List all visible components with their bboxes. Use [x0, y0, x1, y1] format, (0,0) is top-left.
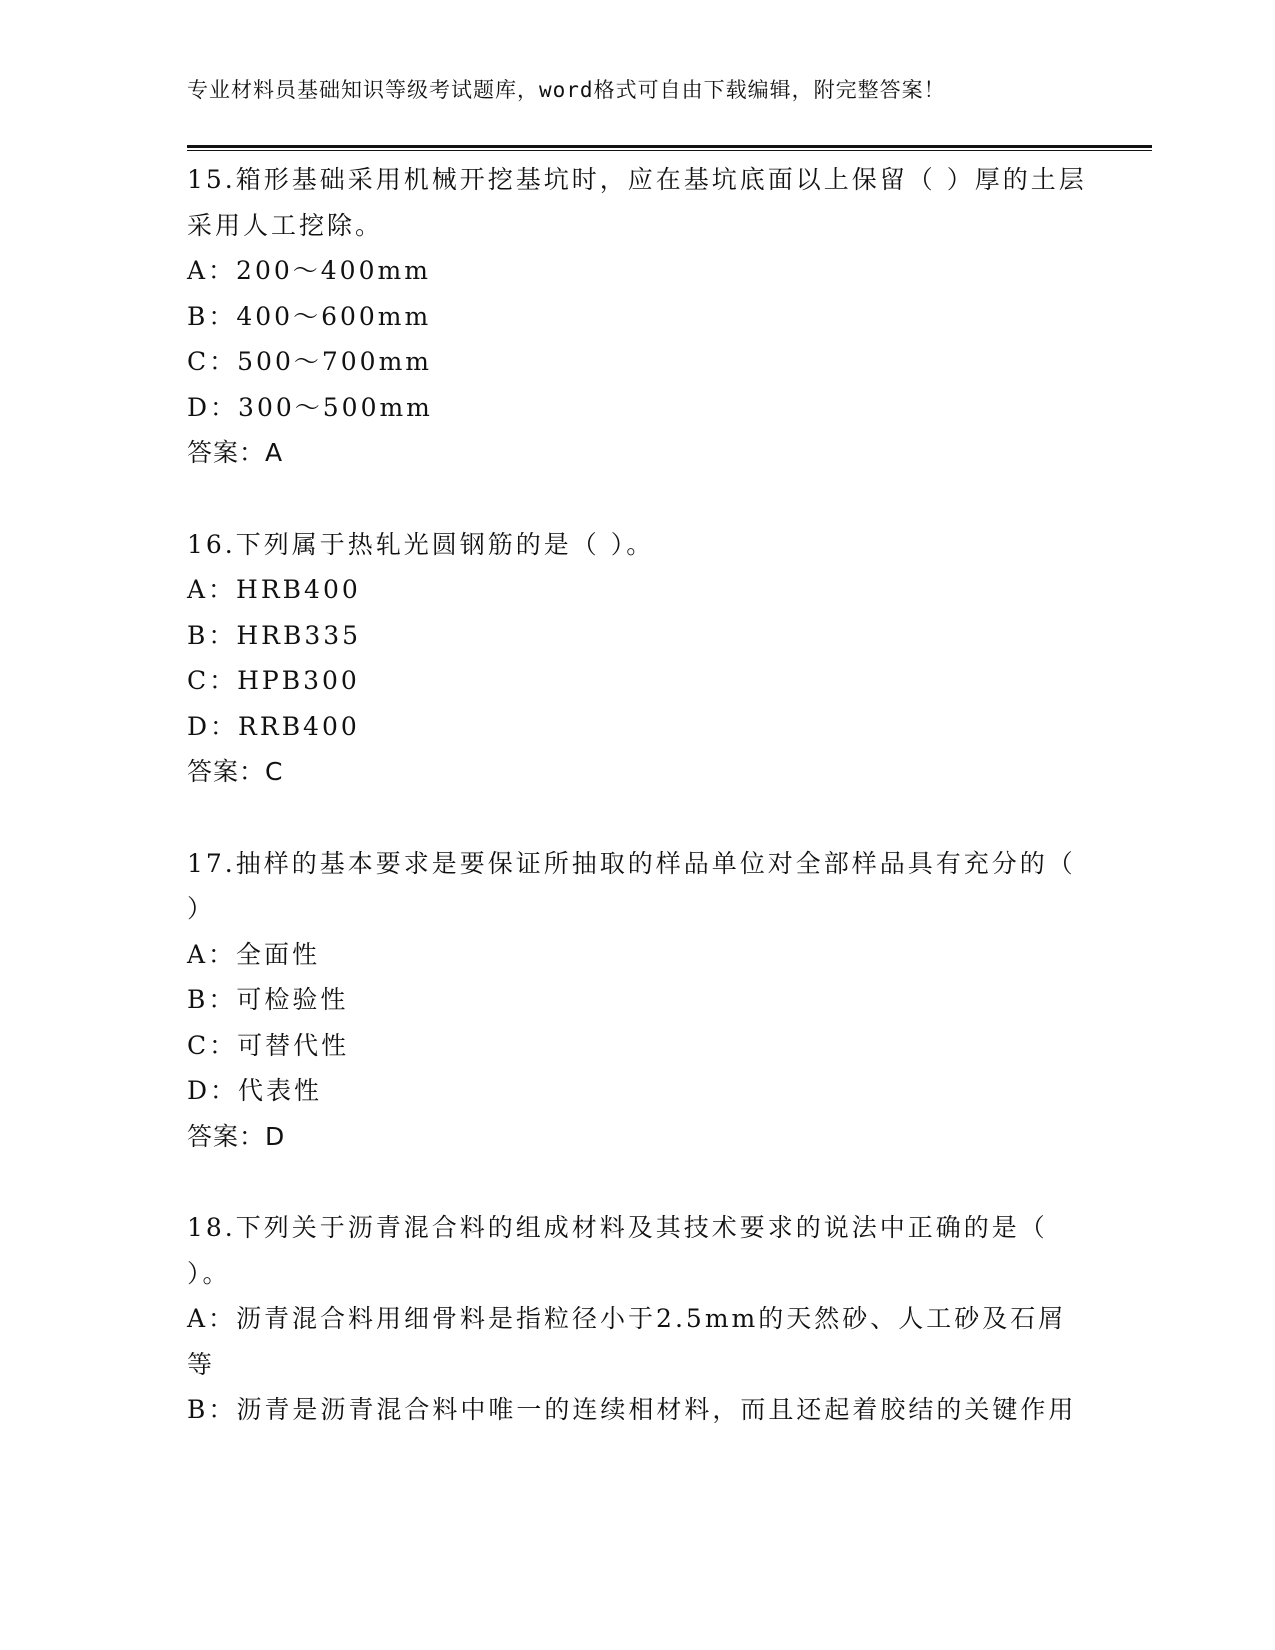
answer: 答案：D: [187, 1121, 286, 1151]
question-18: [187, 1205, 1087, 1433]
option-b: B：400～600mm: [187, 301, 432, 331]
question-15: [187, 157, 1087, 476]
page-header: 专业材料员基础知识等级考试题库，word格式可自由下载编辑，附完整答案！: [187, 78, 946, 102]
question-16: [187, 522, 1087, 795]
option-a: A：全面性: [187, 939, 321, 969]
question-stem: 15.箱形基础采用机械开挖基坑时，应在基坑底面以上保留（ ）厚的土层采用人工挖除。: [187, 165, 1087, 240]
answer: 答案：A: [187, 438, 284, 467]
answer: 答案：C: [187, 757, 284, 786]
option-a: A：沥青混合料用细骨料是指粒径小于2.5mm的天然砂、人工砂及石屑等: [187, 1304, 1067, 1379]
option-c: C：HPB300: [187, 666, 360, 695]
question-17: [187, 841, 1087, 1160]
question-list: [187, 157, 1087, 1479]
header-divider-thick: [187, 145, 1152, 148]
option-d: D：RRB400: [187, 711, 360, 741]
option-c: C：可替代性: [187, 1030, 350, 1060]
option-c: C：500～700mm: [187, 347, 432, 376]
option-d: D：代表性: [187, 1076, 323, 1105]
option-b: B：沥青是沥青混合料中唯一的连续相材料，而且还起着胶结的关键作用: [187, 1395, 1077, 1424]
option-b: B：可检验性: [187, 985, 349, 1014]
option-a: A：HRB400: [187, 575, 361, 604]
option-a: A：200～400mm: [187, 256, 431, 285]
option-d: D：300～500mm: [187, 392, 433, 422]
option-b: B：HRB335: [187, 620, 362, 650]
question-stem: 16.下列属于热轧光圆钢筋的是（ ）。: [187, 529, 655, 559]
header-divider-thin: [187, 150, 1152, 151]
question-stem: 17.抽样的基本要求是要保证所抽取的样品单位对全部样品具有充分的（ ）: [187, 848, 1076, 923]
question-stem: 18.下列关于沥青混合料的组成材料及其技术要求的说法中正确的是（ ）。: [187, 1213, 1048, 1288]
